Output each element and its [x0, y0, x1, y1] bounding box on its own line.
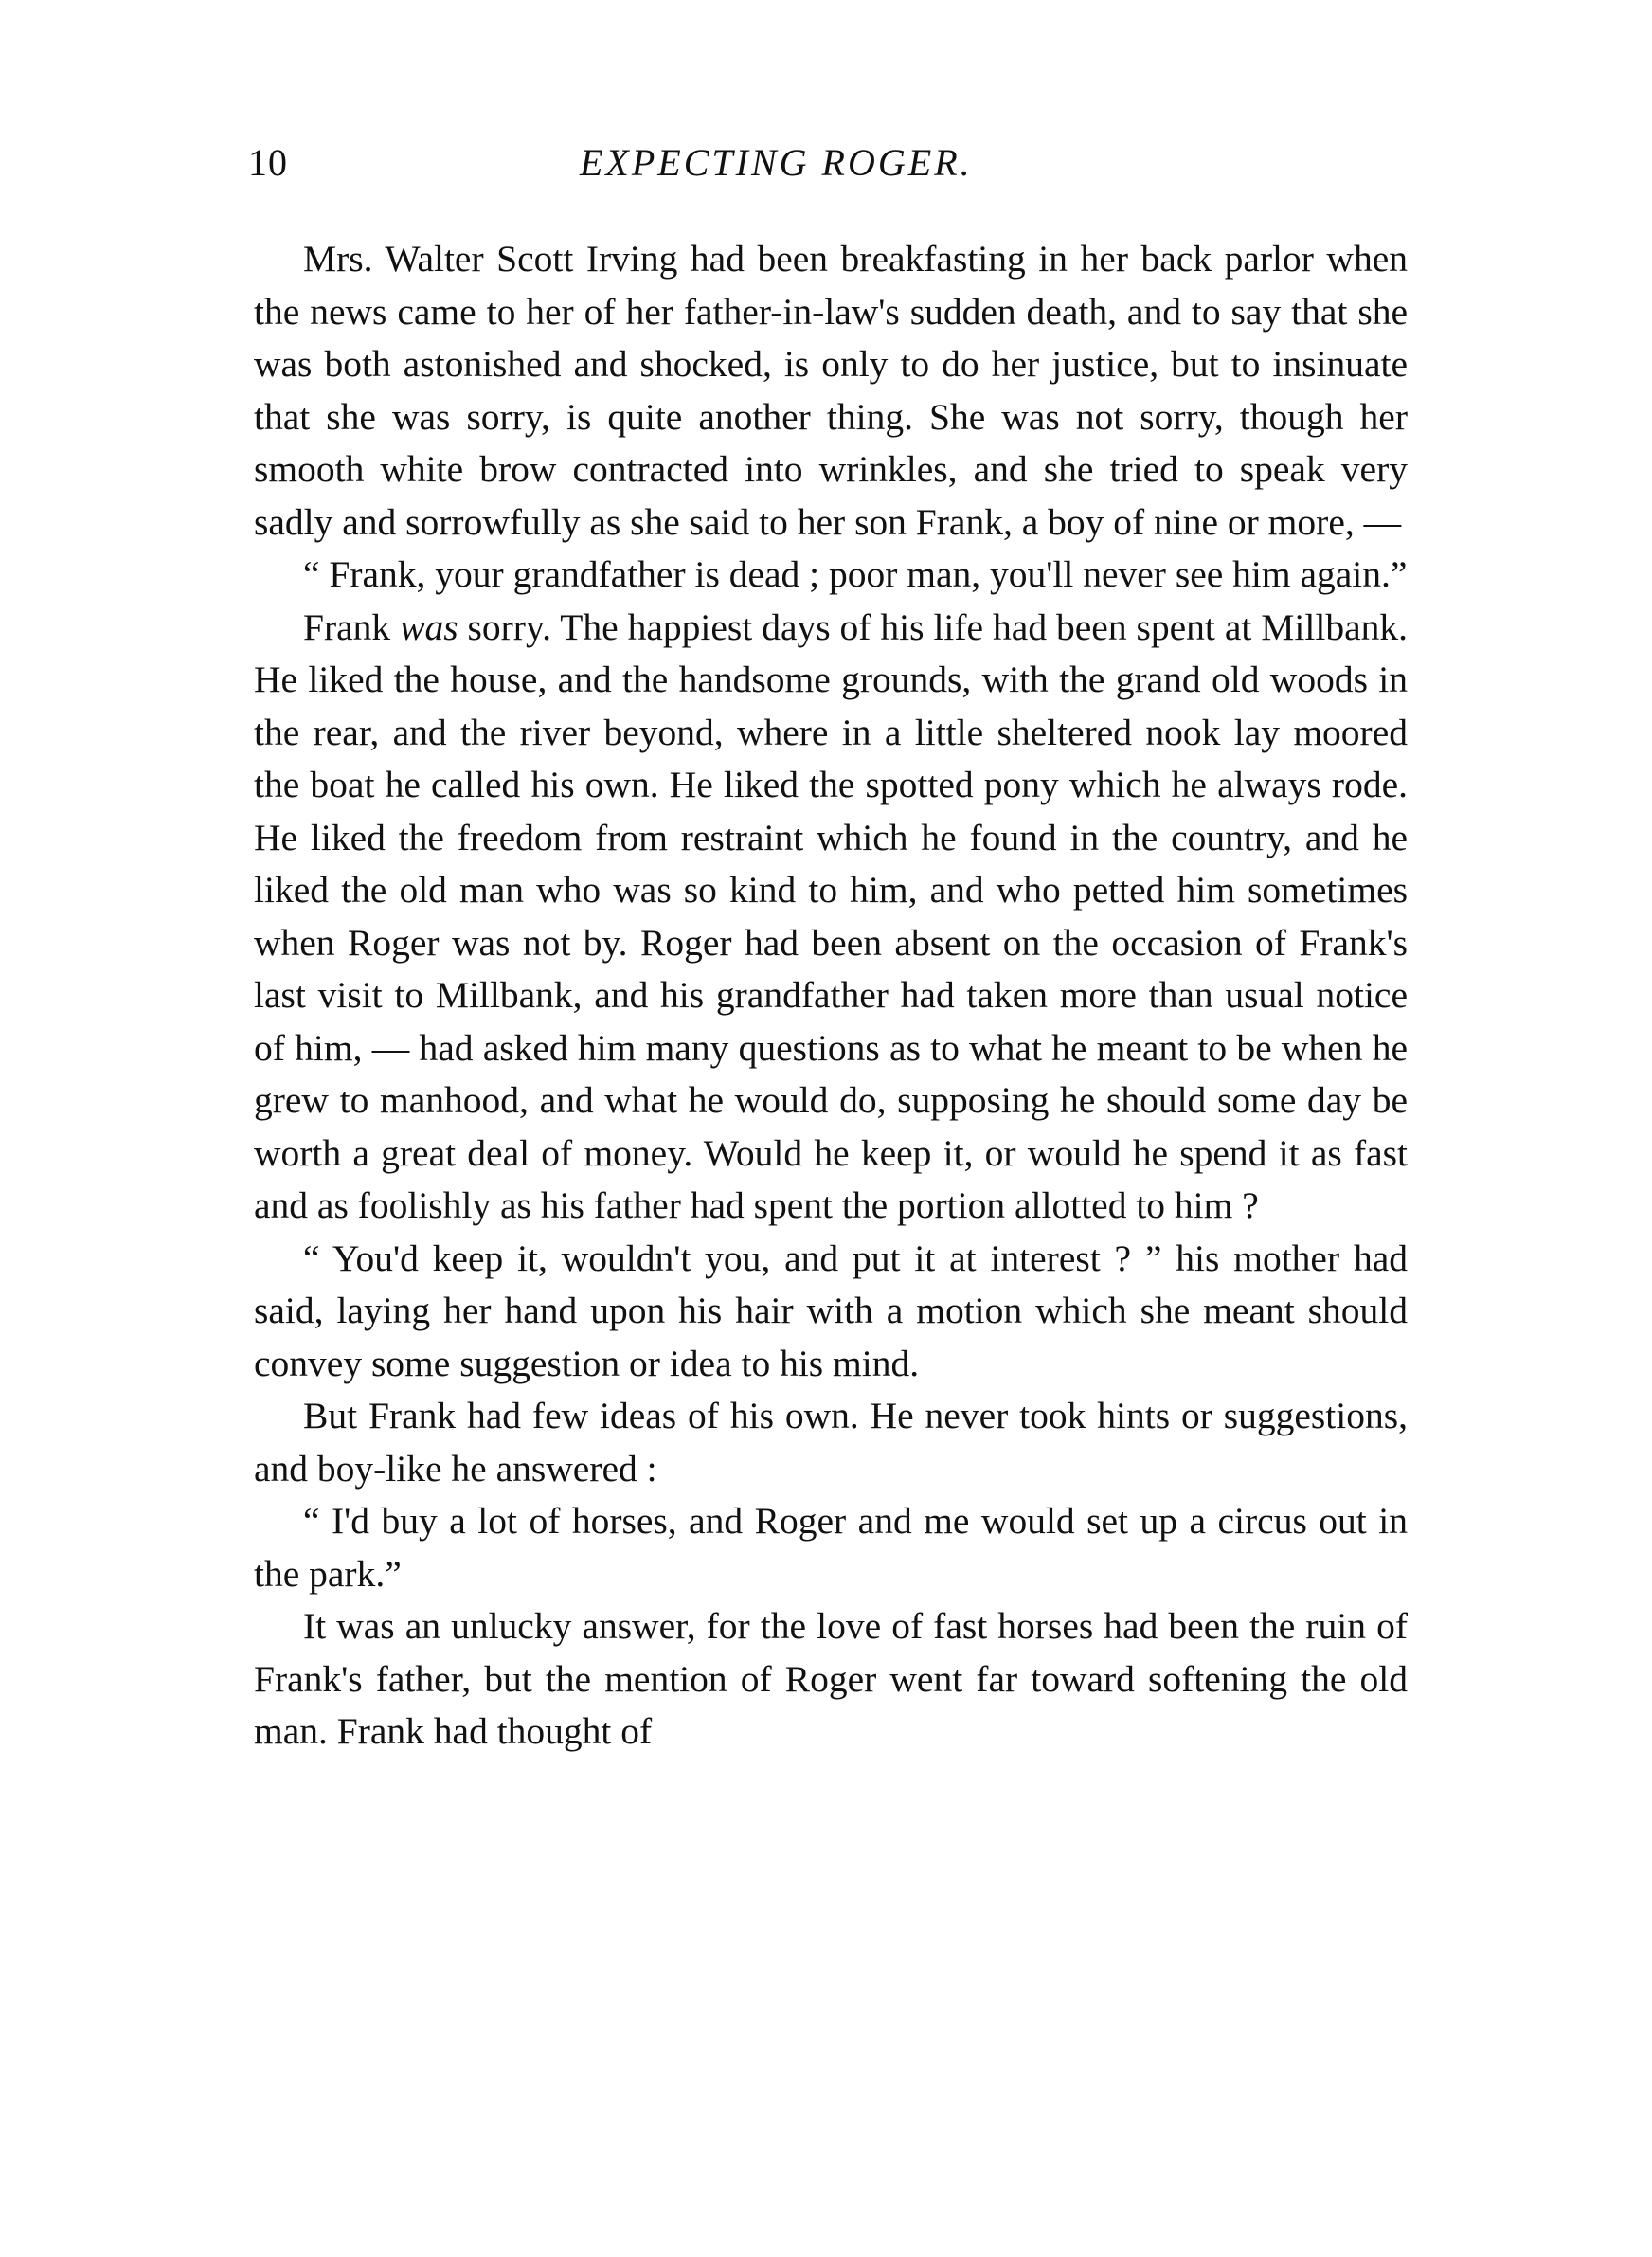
paragraph-4: “ You'd keep it, wouldn't you, and put it at interest ? ” his mother had said, laying her hand upon his hair with a motion which she meant should convey some suggestion or idea to his mind.: [254, 1237, 1408, 1384]
paragraph-3-start: Frank: [303, 605, 391, 648]
paragraph-6: “ I'd buy a lot of horses, and Roger and me would set up a circus out in the park.”: [254, 1500, 1408, 1595]
paragraph-3-rest: The happiest days of his life had been spent at Millbank. He liked the house, and the handsome grounds, with the grand old woods in the rear, and the river beyond, where in a little sheltered nook lay moored the boat he called his own. He liked the spotted pony which he always rode. He liked the freedom from restraint which he found in the country, and he liked the old man who was so kind to him, and who petted him sometimes when Roger was not by. Roger had been absent on the occasion of Frank's last visit to Millbank, and his grandfather had taken more than usual notice of him, — had asked him many questions as to what he meant to be when he grew to manhood, and what he would do, supposing he should some day be worth a great deal of money. Would he keep it, or would he spend it as fast and as foolishly as his father had spent the portion allotted to him ?: [254, 605, 1409, 1226]
paragraph-2: “ Frank, your grandfather is dead ; poor man, you'll never see him again.”: [303, 553, 1408, 595]
running-title: EXPECTING ROGER.: [580, 141, 973, 184]
paragraph-5: But Frank had few ideas of his own. He never took hints or suggestions, and boy-like he answered :: [254, 1395, 1408, 1490]
paragraph-3-rest-lead: sorry.: [467, 605, 552, 648]
emphasized-word: was: [400, 605, 458, 648]
running-head: [248, 140, 1409, 197]
paragraph-7: It was an unlucky answer, for the love of fast horses had been the ruin of Frank's father, but the mention of Roger went far toward softening the old man. Frank had thought of: [254, 1605, 1408, 1752]
body-text: [254, 233, 1408, 1759]
paragraph-3: [254, 602, 1408, 1233]
paragraph-1: Mrs. Walter Scott Irving had been breakfasting in her back parlor when the news came to her of her father-in-law's sudden death, and to say that she was both astonished and shocked, is only to do her justice, but to insinuate that she was sorry, is quite another thing. She was not sorry, though her smooth white brow contracted into wrinkles, and she tried to speak very sadly and sorrowfully as she said to her son Frank, a boy of nine or more, —: [254, 238, 1408, 543]
page-number: 10: [248, 141, 288, 184]
